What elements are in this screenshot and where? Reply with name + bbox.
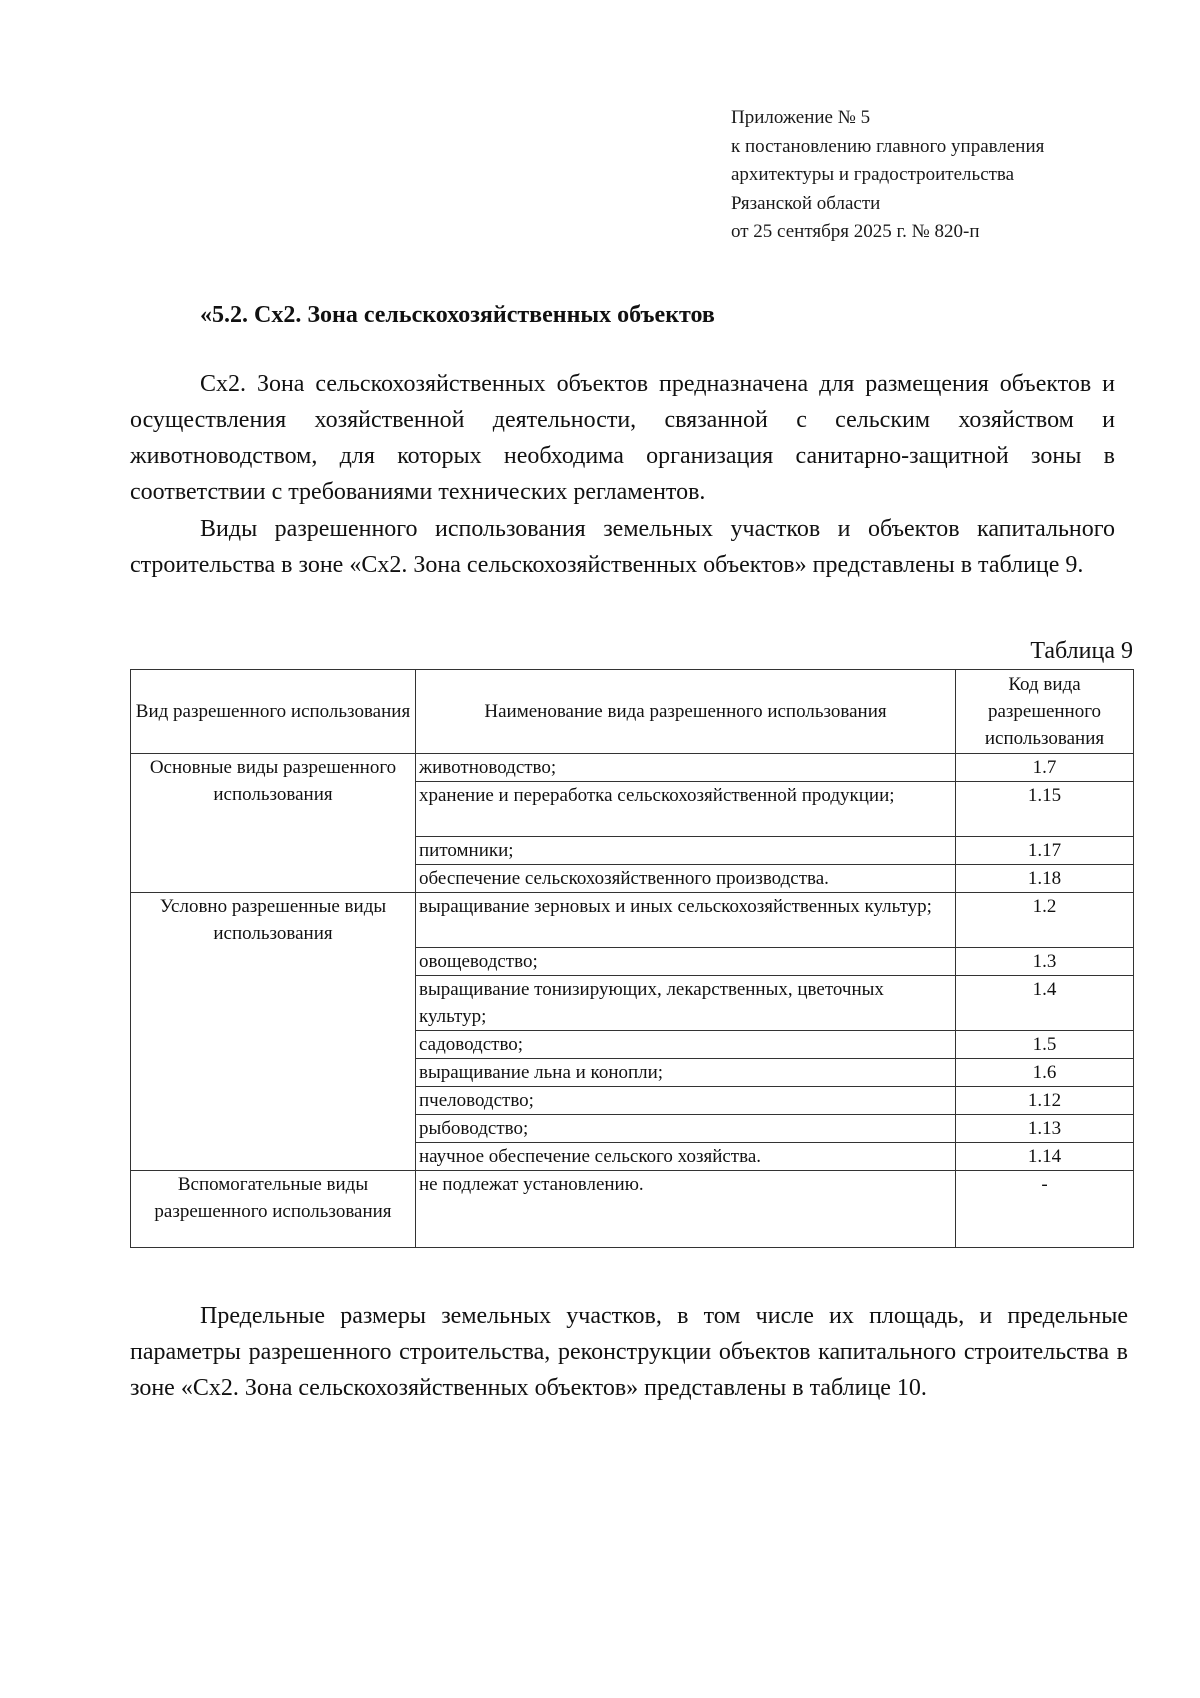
table-caption: Таблица 9 (1030, 638, 1133, 664)
use-name: научное обеспечение сельского хозяйства. (416, 1143, 956, 1171)
use-code: 1.3 (956, 948, 1134, 976)
use-code: 1.6 (956, 1059, 1134, 1087)
table-row (131, 893, 1134, 948)
paragraph-table-10-intro: Предельные размеры земельных участков, в том числе их площадь, и предельные параметры разрешенного строительства, реконструкции объектов капитального строительства в зоне «Сх2. Зона сельскохозяйственных объектов» представлены в таблице 10. (130, 1303, 1128, 1401)
group-label-conditional: Условно разрешенные виды использования (131, 893, 416, 1171)
use-code: 1.17 (956, 837, 1134, 865)
paragraph-table-9-intro: Виды разрешенного использования земельных участков и объектов капитального строительства в зоне «Сх2. Зона сельскохозяйственных объектов» представлены в таблице 9. (130, 516, 1115, 578)
use-code: 1.15 (956, 782, 1134, 837)
use-code: 1.18 (956, 865, 1134, 893)
paragraph-zone-description: Сх2. Зона сельскохозяйственных объектов предназначена для размещения объектов и осуществления хозяйственной деятельности, связанной с сельским хозяйством и животноводством, для которых необходима организация санитарно-защитной зоны в соответствии с требованиями технических регламентов. (130, 371, 1115, 505)
use-code: 1.7 (956, 754, 1134, 782)
appendix-line: к постановлению главного управления (731, 135, 1045, 157)
use-code: 1.13 (956, 1115, 1134, 1143)
use-name: выращивание тонизирующих, лекарственных, цветочных культур; (416, 976, 956, 1031)
use-name: питомники; (416, 837, 956, 865)
appendix-line: Рязанской области (731, 192, 881, 214)
use-name: обеспечение сельскохозяйственного производства. (416, 865, 956, 893)
use-name: не подлежат установлению. (416, 1171, 956, 1248)
header-use-name: Наименование вида разрешенного использования (416, 670, 956, 754)
appendix-line: от 25 сентября 2025 г. № 820-п (731, 221, 980, 242)
use-name: рыбоводство; (416, 1115, 956, 1143)
table-row (131, 1171, 1134, 1248)
table-row (131, 754, 1134, 782)
use-name: выращивание льна и конопли; (416, 1059, 956, 1087)
use-code: 1.2 (956, 893, 1134, 948)
section-title: «5.2. Сх2. Зона сельскохозяйственных объектов (200, 302, 715, 328)
use-name: животноводство; (416, 754, 956, 782)
use-code: - (956, 1171, 1134, 1248)
table-header-row (131, 670, 1134, 754)
use-name: хранение и переработка сельскохозяйственной продукции; (416, 782, 956, 837)
use-code: 1.12 (956, 1087, 1134, 1115)
appendix-line: Приложение № 5 (731, 107, 871, 128)
group-label-basic: Основные виды разрешенного использования (131, 754, 416, 893)
use-code: 1.14 (956, 1143, 1134, 1171)
appendix-header (731, 104, 1044, 247)
header-use-type: Вид разрешенного использования (131, 670, 416, 754)
use-name: пчеловодство; (416, 1087, 956, 1115)
appendix-line: архитектуры и градостроительства (731, 164, 1015, 185)
group-label-auxiliary: Вспомогательные виды разрешенного использования (131, 1171, 416, 1248)
land-use-table (130, 669, 1134, 1248)
use-code: 1.5 (956, 1031, 1134, 1059)
use-name: выращивание зерновых и иных сельскохозяйственных культур; (416, 893, 956, 948)
use-name: садоводство; (416, 1031, 956, 1059)
use-name: овощеводство; (416, 948, 956, 976)
use-code: 1.4 (956, 976, 1134, 1031)
header-use-code: Код вида разрешенного использования (956, 670, 1134, 754)
